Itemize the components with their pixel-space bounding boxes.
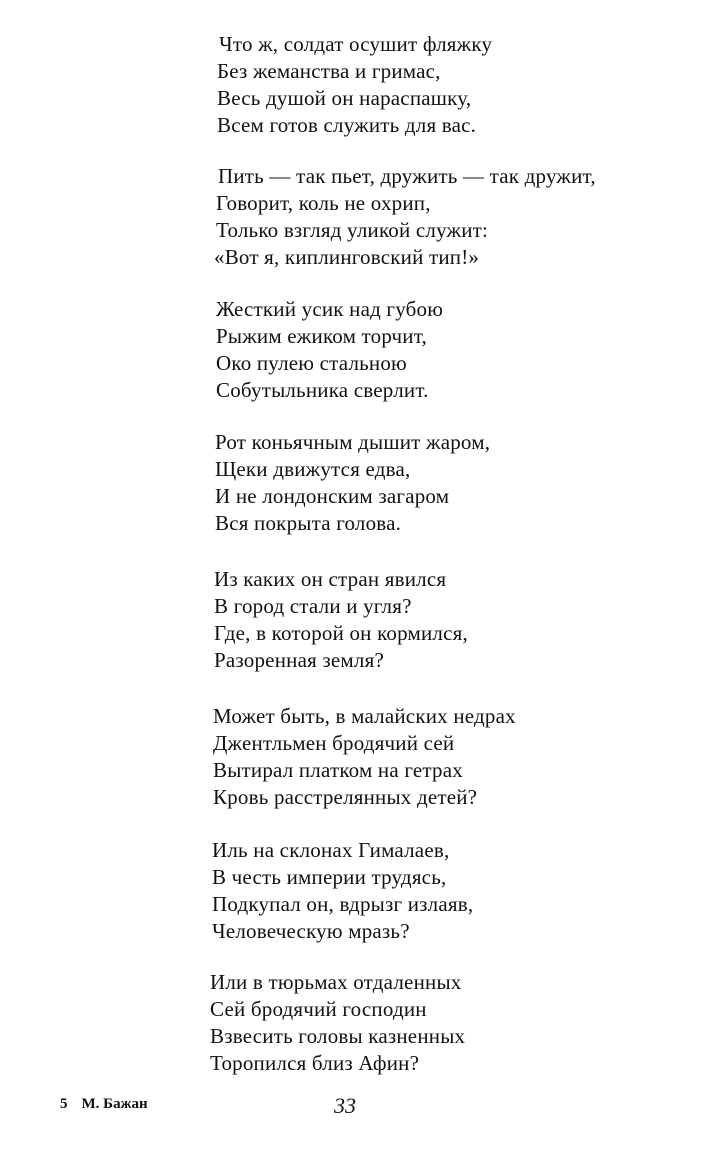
poem-line: Иль на склонах Гималаев, — [212, 838, 450, 862]
poem-line: Разоренная земля? — [214, 648, 384, 672]
signature-number: 5 — [60, 1096, 68, 1112]
poem-line: Рот коньячным дышит жаром, — [215, 430, 491, 454]
page-number: 33 — [334, 1093, 356, 1118]
poem-line: Око пулею стальною — [216, 351, 407, 375]
poem-line: Без жеманства и гримас, — [217, 59, 441, 83]
poem-line: Джентльмен бродячий сей — [213, 731, 455, 755]
poem-line: Сей бродячий господин — [210, 997, 427, 1021]
poem-line: Собутыльника сверлит. — [216, 378, 429, 402]
poem-line: В город стали и угля? — [214, 594, 412, 618]
poem-line: «Вот я, киплинговский тип!» — [214, 245, 480, 269]
poem-line: Жесткий усик над губою — [216, 297, 444, 321]
poem-line: Кровь расстрелянных детей? — [213, 785, 478, 809]
poem-line: Рыжим ежиком торчит, — [216, 324, 427, 348]
poem-line: Пить — так пьет, дружить — так дружит, — [218, 164, 596, 188]
poem-line: И не лондонским загаром — [215, 484, 450, 508]
poem-line: Из каких он стран явился — [214, 567, 447, 591]
poem-line: Что ж, солдат осушит фляжку — [219, 32, 493, 56]
poem-line: Человеческую мразь? — [212, 919, 410, 943]
poem-line: Щеки движутся едва, — [215, 457, 411, 481]
poem-line: Вся покрыта голова. — [215, 511, 402, 535]
signature-author: М. Бажан — [81, 1096, 148, 1112]
poem-line: Торопился близ Афин? — [210, 1051, 420, 1075]
poem-line: Подкупал он, вдрызг излаяв, — [212, 892, 474, 916]
poem-line: Только взгляд уликой служит: — [216, 218, 489, 242]
poem-line: В честь империи трудясь, — [212, 865, 447, 889]
poem-line: Говорит, коль не охрип, — [216, 191, 431, 215]
poem-line: Взвесить головы казненных — [210, 1024, 466, 1048]
poem-line: Или в тюрьмах отдаленных — [210, 970, 462, 994]
printer-signature — [60, 1095, 148, 1113]
poem-line: Где, в которой он кормился, — [214, 621, 468, 645]
poem-line: Вытирал платком на гетрах — [213, 758, 463, 782]
poem-line: Всем готов служить для вас. — [217, 113, 477, 137]
poem-line: Весь душой он нараспашку, — [217, 86, 472, 110]
poem-line: Может быть, в малайских недрах — [213, 704, 516, 728]
